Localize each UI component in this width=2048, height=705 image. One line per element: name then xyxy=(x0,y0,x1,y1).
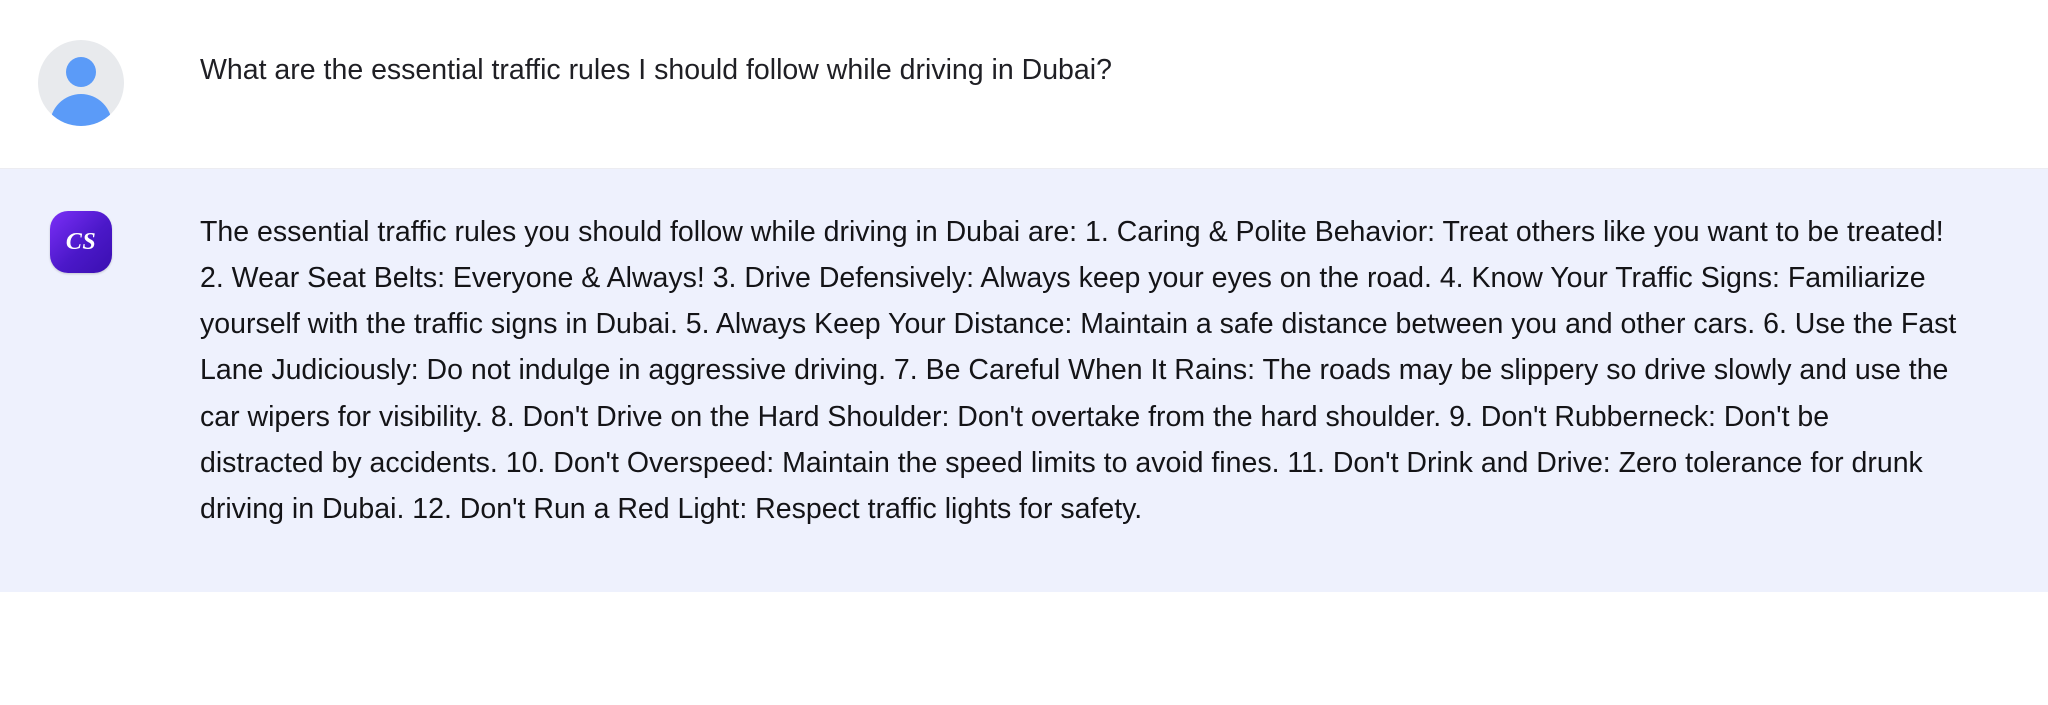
user-message-text-container xyxy=(200,40,2048,91)
assistant-message-row xyxy=(0,169,2048,592)
assistant-message-text: The essential traffic rules you should follow while driving in Dubai are: 1. Caring & Polite Behavior: Treat others like you want to be treated! 2. Wear Seat Belts: Everyone & Always! 3. Drive Defensively: Always keep your eyes on the road. 4. Know Your Traffic Signs: Familiarize yourself with the traffic signs in Dubai. 5. Always Keep Your Distance: Maintain a safe distance between you and other cars. 6. Use the Fast Lane Judiciously: Do not indulge in aggressive driving. 7. Be Careful When It Rains: The roads may be slippery so drive slowly and use the car wipers for visibility. 8. Don't Drive on the Hard Shoulder: Don't overtake from the hard shoulder. 9. Don't Rubberneck: Don't be distracted by accidents. 10. Don't Overspeed: Maintain the speed limits to avoid fines. 11. Don't Drink and Drive: Zero tolerance for drunk driving in Dubai. 12. Don't Run a Red Light: Respect traffic lights for safety. xyxy=(200,216,1957,525)
avatar-body-shape xyxy=(50,94,112,126)
assistant-message-text-container xyxy=(200,207,2048,532)
user-message-text: What are the essential traffic rules I should follow while driving in Dubai? xyxy=(200,54,1112,86)
user-avatar-icon xyxy=(38,40,124,126)
avatar-head-shape xyxy=(66,57,96,87)
user-avatar-container xyxy=(0,40,200,126)
cs-logo-icon xyxy=(50,211,112,273)
assistant-avatar-container xyxy=(0,207,200,273)
cs-logo-label: CS xyxy=(65,228,97,255)
user-message-row xyxy=(0,0,2048,169)
